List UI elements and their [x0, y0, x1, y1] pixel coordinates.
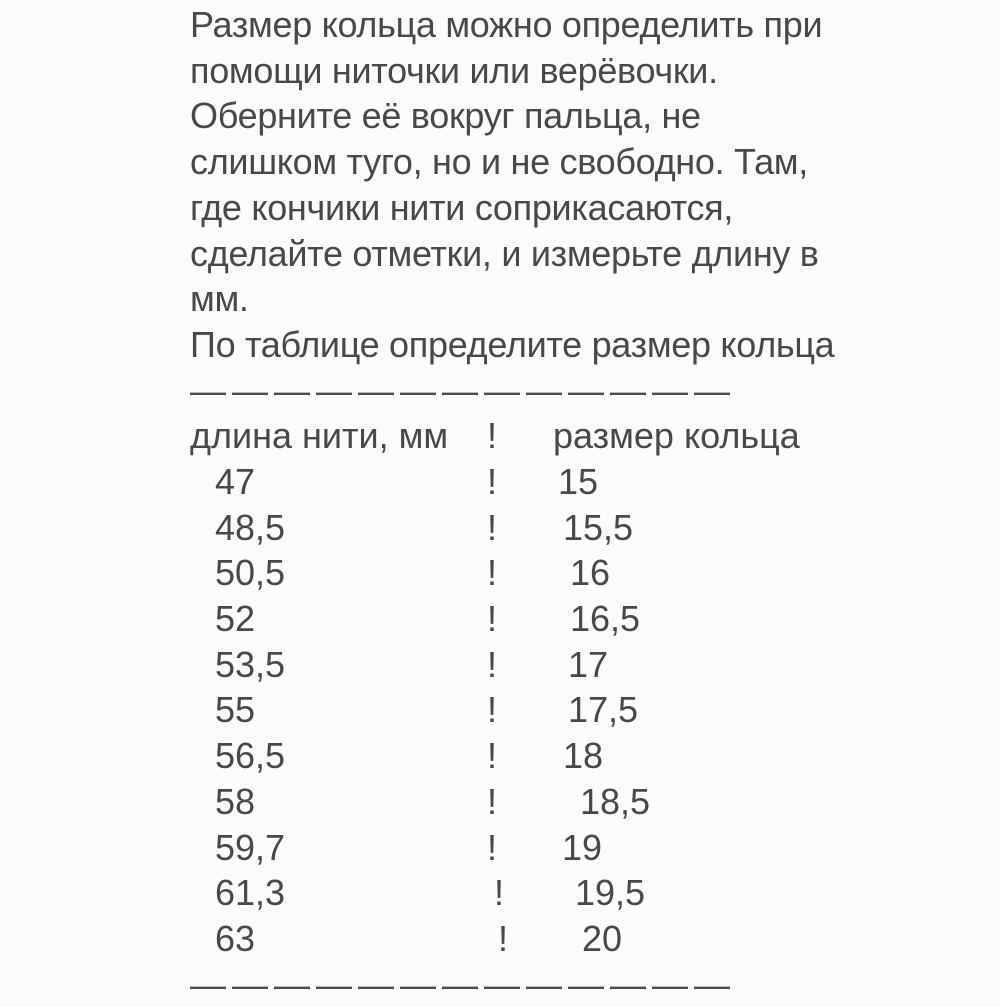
- text-line: сделайте отметки, и измерьте длину в: [190, 232, 819, 274]
- ring-size-value: 15,5: [563, 506, 634, 548]
- ring-size-value: 18,5: [580, 780, 651, 822]
- thread-length-value: 59,7: [215, 826, 286, 868]
- table-body: [190, 459, 830, 962]
- ring-size-header: размер кольца: [553, 415, 800, 457]
- thread-length-value: 61,3: [215, 872, 286, 914]
- thread-length-value: 50,5: [215, 552, 286, 594]
- thread-length-value: 63: [215, 917, 256, 959]
- thread-length-value: 52: [215, 598, 256, 640]
- text-line: где кончики нити соприкасаются,: [190, 186, 734, 228]
- ring-size-value: 20: [582, 917, 623, 959]
- ring-size-value: 15: [558, 461, 599, 502]
- column-separator: !: [494, 872, 505, 914]
- column-separator: !: [487, 598, 498, 640]
- column-separator: !: [487, 826, 498, 868]
- ring-size-value: 16: [570, 552, 611, 594]
- table-header: [190, 413, 830, 459]
- column-separator: !: [487, 735, 498, 777]
- ring-size-value: 17,5: [568, 689, 639, 731]
- divider-bottom: —————————————: [190, 963, 736, 1005]
- column-separator: !: [487, 552, 498, 594]
- ring-size-value: 16,5: [570, 598, 641, 640]
- thread-length-value: 58: [215, 780, 256, 822]
- column-separator: !: [487, 415, 498, 457]
- thread-length-value: 53,5: [215, 643, 286, 685]
- divider-top: —————————————: [190, 369, 736, 411]
- table-row: [190, 642, 830, 688]
- ring-size-value: 18: [563, 735, 604, 777]
- document-content: [190, 2, 835, 1007]
- text-line: Оберните её вокруг пальца, не: [190, 95, 701, 137]
- table-row: [190, 733, 830, 779]
- column-separator: !: [487, 780, 498, 822]
- table-row: [190, 870, 830, 916]
- text-line: помощи ниточки или верёвочки.: [190, 49, 718, 91]
- text-line: Размер кольца можно определить при: [190, 4, 823, 45]
- thread-length-value: 56,5: [215, 735, 286, 777]
- table-intro-text: По таблице определите размер кольца: [190, 323, 835, 365]
- table-row: [190, 596, 830, 642]
- table-row: [190, 779, 830, 825]
- table-row: [190, 916, 830, 962]
- text-line: мм.: [190, 278, 249, 320]
- instructions-paragraph: [190, 2, 830, 322]
- table-row: [190, 825, 830, 871]
- ring-size-value: 19,5: [575, 872, 646, 914]
- column-separator: !: [487, 506, 498, 548]
- thread-length-header: длина нити, мм: [190, 415, 449, 457]
- table-row: [190, 687, 830, 733]
- table-row: [190, 505, 830, 551]
- text-line: слишком туго, но и не свободно. Там,: [190, 141, 808, 183]
- thread-length-value: 55: [215, 689, 256, 731]
- column-separator: !: [487, 689, 498, 731]
- thread-length-value: 48,5: [215, 506, 286, 548]
- column-separator: !: [498, 917, 509, 959]
- ring-size-value: 19: [562, 826, 603, 868]
- thread-length-value: 47: [215, 461, 256, 502]
- table-row: [190, 459, 830, 505]
- column-separator: !: [487, 643, 498, 685]
- table-row: [190, 550, 830, 596]
- column-separator: !: [487, 461, 498, 502]
- ring-size-value: 17: [568, 643, 609, 685]
